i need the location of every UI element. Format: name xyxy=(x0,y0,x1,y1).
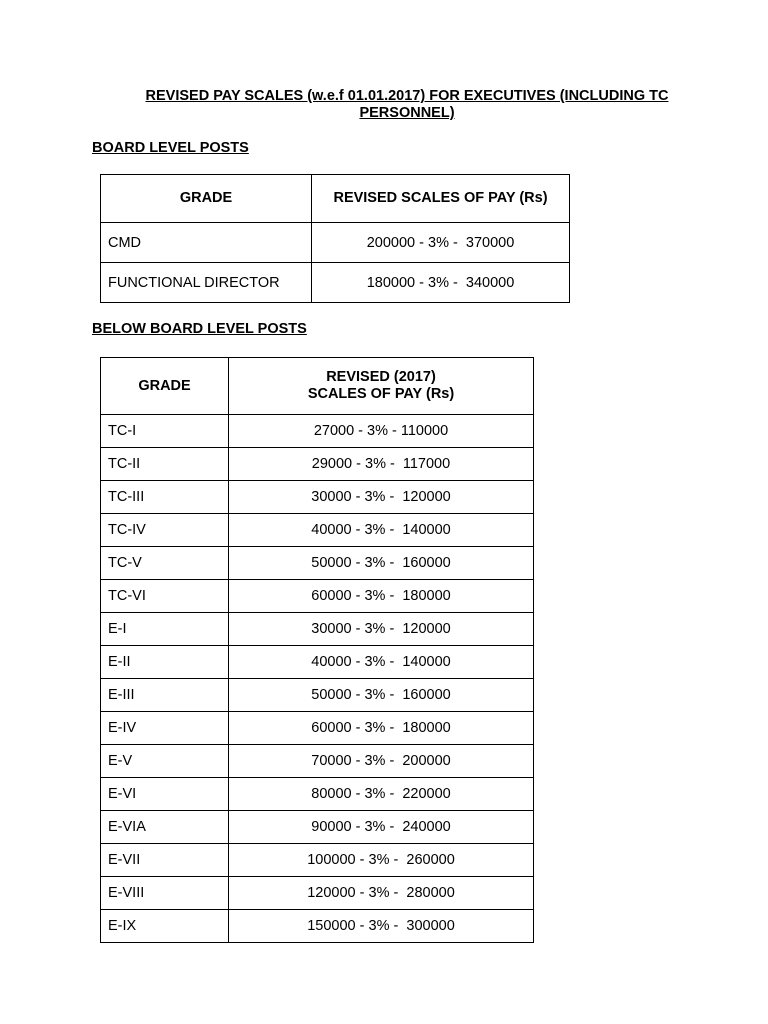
grade-cell: E-VIA xyxy=(101,811,229,844)
scale-cell: 200000 - 3% - 370000 xyxy=(312,223,570,263)
board-level-table xyxy=(100,174,570,303)
scale-cell: 40000 - 3% - 140000 xyxy=(229,514,534,547)
column-header-scale: REVISED SCALES OF PAY (Rs) xyxy=(312,175,570,223)
column-header-grade: GRADE xyxy=(101,175,312,223)
grade-cell: CMD xyxy=(101,223,312,263)
grade-cell: E-VIII xyxy=(101,877,229,910)
grade-cell: TC-V xyxy=(101,547,229,580)
scale-cell: 120000 - 3% - 280000 xyxy=(229,877,534,910)
scale-cell: 50000 - 3% - 160000 xyxy=(229,547,534,580)
scale-cell: 40000 - 3% - 140000 xyxy=(229,646,534,679)
below-board-level-heading: BELOW BOARD LEVEL POSTS xyxy=(92,321,307,337)
grade-cell: E-VI xyxy=(101,778,229,811)
grade-cell: TC-III xyxy=(101,481,229,514)
grade-cell: TC-VI xyxy=(101,580,229,613)
grade-cell: TC-IV xyxy=(101,514,229,547)
grade-cell: TC-II xyxy=(101,448,229,481)
column-header-scale-line1: REVISED (2017) xyxy=(326,369,436,385)
grade-cell: E-III xyxy=(101,679,229,712)
scale-cell: 90000 - 3% - 240000 xyxy=(229,811,534,844)
table-header-row xyxy=(101,358,534,415)
scale-cell: 30000 - 3% - 120000 xyxy=(229,613,534,646)
grade-cell: FUNCTIONAL DIRECTOR xyxy=(101,263,312,303)
scale-cell: 30000 - 3% - 120000 xyxy=(229,481,534,514)
table-row xyxy=(101,263,570,303)
grade-cell: E-VII xyxy=(101,844,229,877)
scale-cell: 27000 - 3% - 110000 xyxy=(229,415,534,448)
table-header-row xyxy=(101,175,570,223)
scale-cell: 60000 - 3% - 180000 xyxy=(229,712,534,745)
below-board-level-table xyxy=(100,357,534,943)
column-header-scale-line2: SCALES OF PAY (Rs) xyxy=(307,386,455,402)
scale-cell: 50000 - 3% - 160000 xyxy=(229,679,534,712)
scale-cell: 80000 - 3% - 220000 xyxy=(229,778,534,811)
grade-cell: E-II xyxy=(101,646,229,679)
grade-cell: E-V xyxy=(101,745,229,778)
column-header-scale xyxy=(229,358,534,415)
scale-cell: 100000 - 3% - 260000 xyxy=(229,844,534,877)
column-header-grade: GRADE xyxy=(101,358,229,415)
scale-cell: 70000 - 3% - 200000 xyxy=(229,745,534,778)
grade-cell: E-IV xyxy=(101,712,229,745)
table-row xyxy=(101,223,570,263)
page-title: REVISED PAY SCALES (w.e.f 01.01.2017) FOR EXECUTIVES (INCLUDING TC PERSONNEL) xyxy=(145,88,669,121)
grade-cell: TC-I xyxy=(101,415,229,448)
scale-cell: 180000 - 3% - 340000 xyxy=(312,263,570,303)
grade-cell: E-I xyxy=(101,613,229,646)
board-level-heading: BOARD LEVEL POSTS xyxy=(92,140,249,156)
scale-cell: 29000 - 3% - 117000 xyxy=(229,448,534,481)
scale-cell: 60000 - 3% - 180000 xyxy=(229,580,534,613)
scale-cell: 150000 - 3% - 300000 xyxy=(229,910,534,943)
grade-cell: E-IX xyxy=(101,910,229,943)
